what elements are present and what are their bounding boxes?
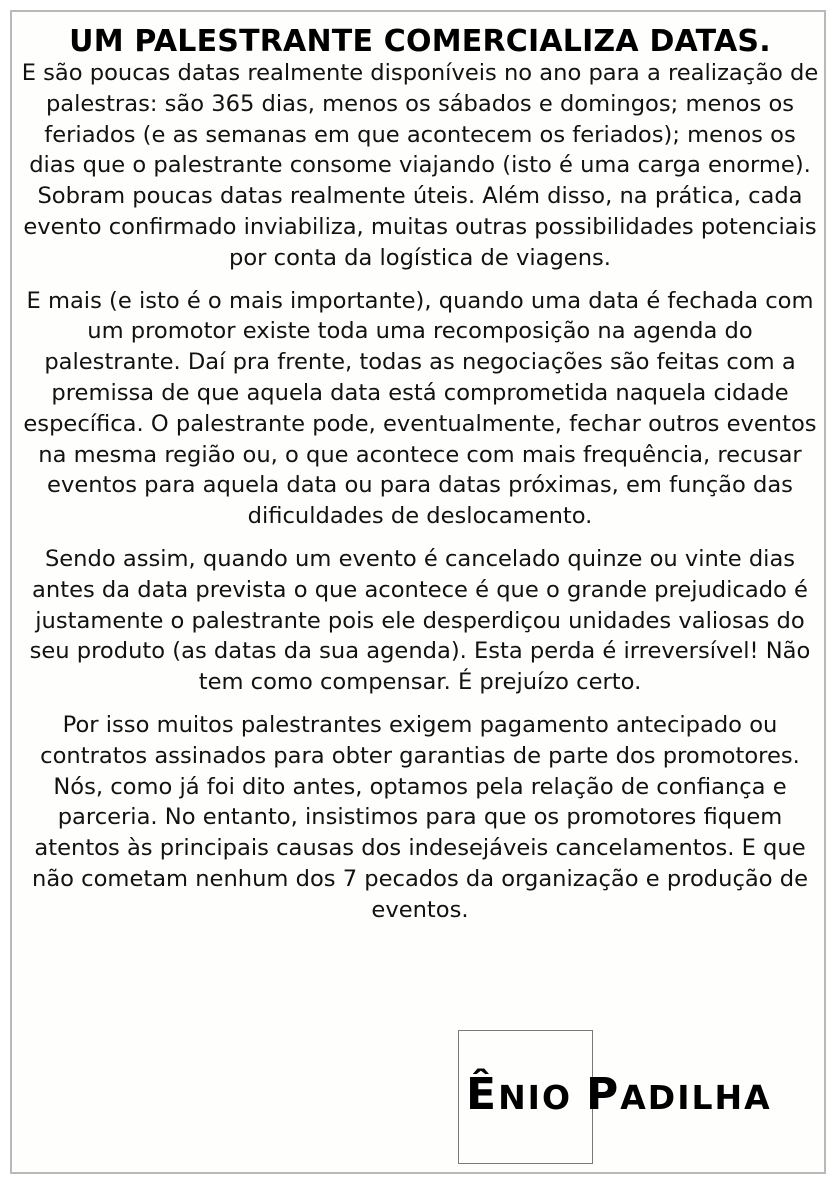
article-title xyxy=(18,22,822,62)
logo-first-rest: NIO xyxy=(498,1078,573,1117)
paragraph-4: Por isso muitos palestrantes exigem pagamento antecipado ou contratos assinados para obter garantias de parte dos promotores. Nós, como já foi dito antes, optamos pela relação de confiança e parceria. No entanto, insistimos para que os promotores fiquem atentos às principais causas dos indesejáveis cancelamentos. E que não cometam nenhum dos 7 pecados da organização e produção de eventos. xyxy=(32,711,808,923)
logo-last-initial: P xyxy=(586,1069,621,1120)
paragraph-3: Sendo assim, quando um evento é cancelado quinze ou vinte dias antes da data prevista o que acontece é que o grande prejudicado é justamente o palestrante pois ele desperdiçou unidades valiosas do seu produto (as datas da sua agenda). Esta perda é irreversível! Não tem como compensar. É prejuízo certo. xyxy=(29,545,811,696)
logo-last-rest: ADILHA xyxy=(620,1078,772,1117)
article-title-text: UM PALESTRANTE COMERCIALIZA DATAS xyxy=(69,24,760,59)
paragraph-2: E mais (e isto é o mais importante), quando uma data é fechada com um promotor existe toda uma recomposição na agenda do palestrante. Daí pra frente, todas as negociações são feitas com a premissa de que aquela data está comprometida naquela cidade específica. O palestrante pode, eventualmente, fechar outros eventos na mesma região ou, o que acontece com mais frequência, recusar eventos para aquela data ou para datas próximas, em função das dificuldades de deslocamento. xyxy=(23,287,817,530)
article-body xyxy=(18,22,822,938)
author-logo-wordmark xyxy=(466,1070,772,1129)
logo-first-initial: Ê xyxy=(466,1069,499,1120)
paragraph-1: E são poucas datas realmente disponíveis no ano para a realização de palestras: são 365 dias, menos os sábados e domingos; menos os feriados (e as semanas em que acontecem os feriados); menos os dias que o palestrante consome viajando (isto é uma carga enorme). Sobram poucas datas realmente úteis. Além disso, na prática, cada evento confirmado inviabiliza, muitas outras possibilidades potenciais por conta da logística de viagens. xyxy=(21,60,819,271)
article-title-period: . xyxy=(759,24,771,59)
